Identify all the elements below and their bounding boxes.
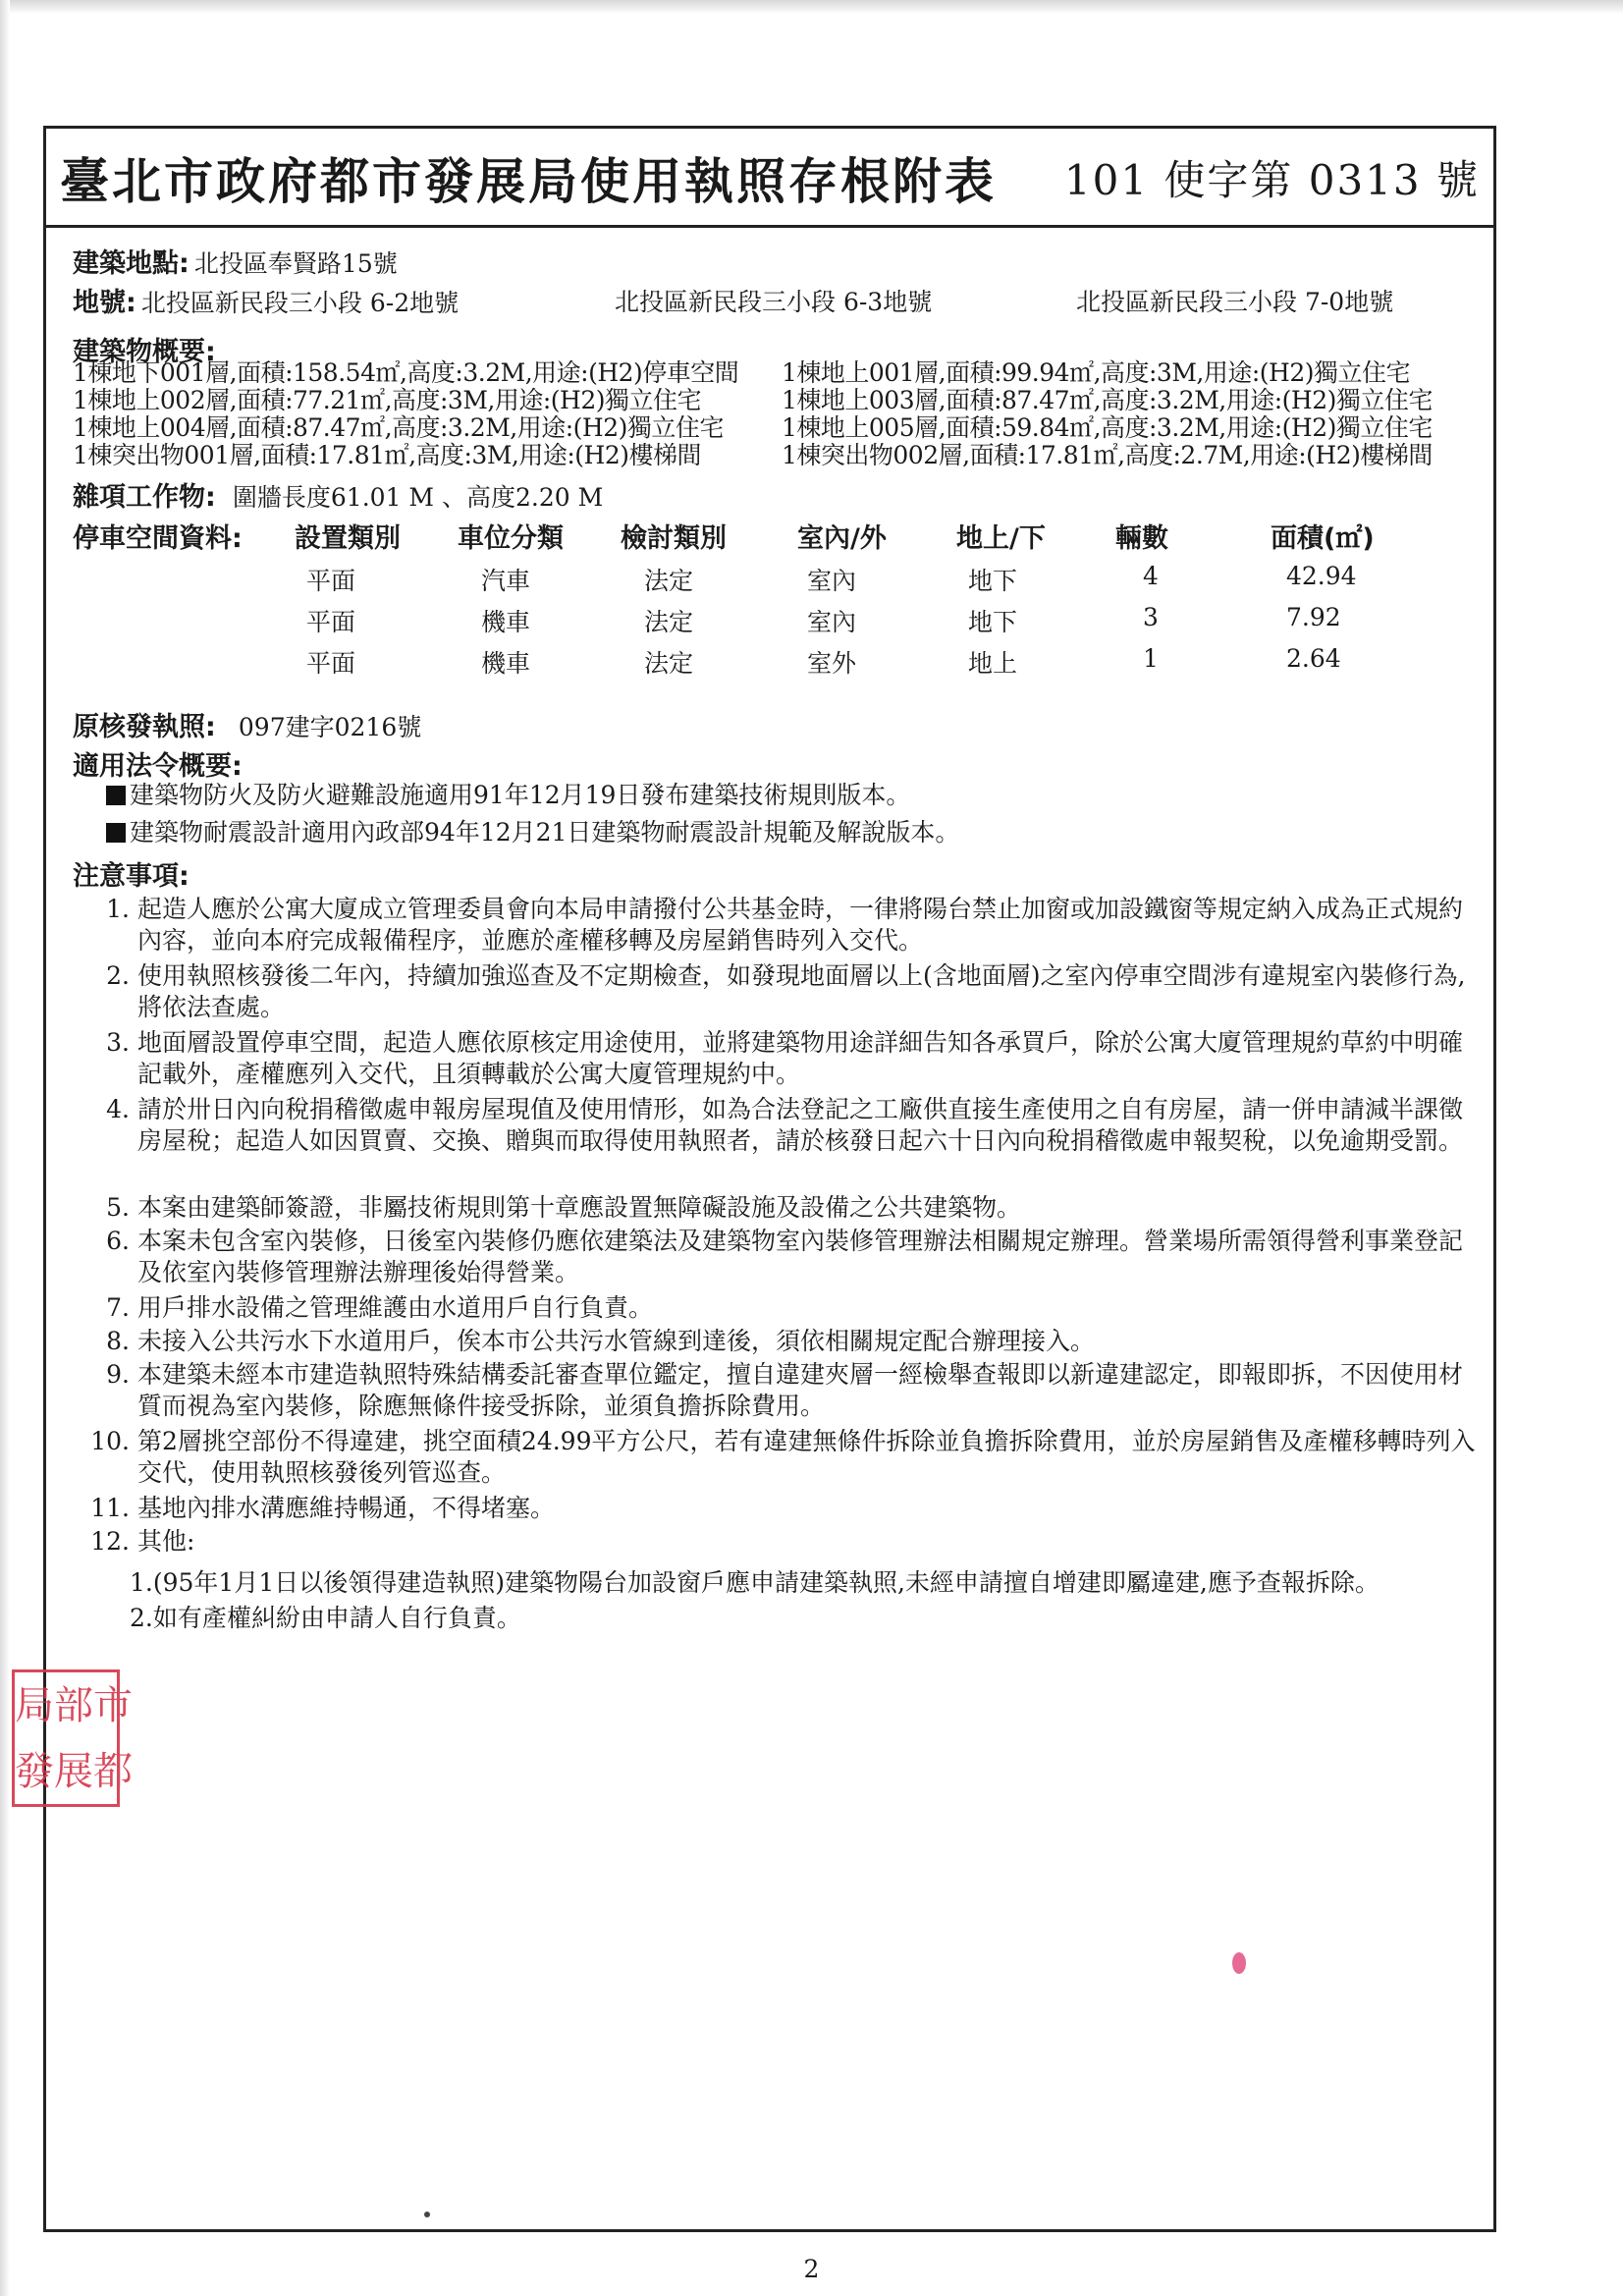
- note-number: 2.: [106, 961, 130, 990]
- title-bar: [46, 129, 1493, 228]
- lot-row: [73, 281, 459, 319]
- parking-cell: 室內: [807, 608, 857, 636]
- location-value: 北投區奉賢路15號: [193, 249, 398, 278]
- note-item: [73, 1326, 1487, 1357]
- square-bullet-icon: [106, 823, 126, 843]
- note-sub-item: 1.(95年1月1日以後領得建造執照)建築物陽台加設窗戶應申請建築執照,未經申請擅自增建即屬違建,應予查報拆除。: [130, 1568, 1380, 1597]
- note-number: 9.: [106, 1360, 130, 1389]
- scan-edge: [0, 0, 1623, 14]
- page-number: 2: [803, 2255, 820, 2283]
- note-number: 10.: [90, 1427, 130, 1455]
- lot-value-3: 北投區新民段三小段 7-0地號: [1076, 288, 1394, 316]
- note-number: 12.: [90, 1527, 130, 1556]
- parking-label: 停車空間資料:: [73, 523, 243, 554]
- note-item: [73, 1292, 1487, 1324]
- note-text: 第2層挑空部份不得違建，挑空面積24.99平方公尺，若有違建無條件拆除並負擔拆除費用，並於房屋銷售及產權移轉時列入交代，使用執照核發後列管巡查。: [137, 1427, 1476, 1487]
- original-permit-row: [73, 705, 421, 743]
- permit-number: 101 使字第 0313 號: [1063, 156, 1480, 204]
- parking-cell: 7.92: [1286, 603, 1341, 631]
- note-number: 7.: [106, 1293, 130, 1322]
- note-item: [73, 1226, 1487, 1288]
- note-item: [73, 1192, 1487, 1224]
- note-item: [73, 1426, 1487, 1489]
- original-permit-value: 097建字0216號: [238, 713, 422, 741]
- note-sub-item: 2.如有產權糾紛由申請人自行負責。: [130, 1604, 521, 1632]
- misc-value: 圍牆長度61.01 M 、高度2.20 M: [232, 483, 604, 512]
- parking-cell: 法定: [644, 567, 694, 595]
- page-title: 臺北市政府都市發展局使用執照存根附表: [60, 152, 997, 210]
- note-number: 3.: [106, 1028, 130, 1057]
- building-entry: 1棟突出物001層,面積:17.81㎡,高度:3M,用途:(H2)樓梯間: [73, 441, 702, 469]
- ink-mark: [1232, 1952, 1246, 1974]
- note-number: 5.: [106, 1193, 130, 1222]
- seal-glyph: 發: [15, 1748, 54, 1794]
- building-right-column: [782, 359, 1433, 469]
- misc-row: [73, 475, 603, 514]
- parking-cell: 法定: [644, 649, 694, 678]
- parking-cell: 法定: [644, 608, 694, 636]
- parking-cell: 室內: [807, 567, 857, 595]
- note-number: 1.: [106, 895, 130, 923]
- note-item: [73, 1493, 1487, 1524]
- parking-header: 車位分類: [458, 523, 564, 554]
- note-text: 起造人應於公寓大廈成立管理委員會向本局申請撥付公共基金時，一律將陽台禁止加窗或加設鐵窗等規定納入成為正式規約內容，並向本府完成報備程序，並應於產權移轉及房屋銷售時列入交代。: [137, 895, 1464, 955]
- building-entry: 1棟地上003層,面積:87.47㎡,高度:3.2M,用途:(H2)獨立住宅: [782, 386, 1433, 414]
- parking-cell: 2.64: [1286, 644, 1341, 673]
- parking-header: 檢討類別: [621, 523, 727, 554]
- note-item: [73, 894, 1487, 957]
- parking-header: 面積(㎡): [1271, 523, 1375, 554]
- note-number: 6.: [106, 1227, 130, 1255]
- note-text: 使用執照核發後二年內，持續加強巡查及不定期檢查，如發現地面層以上(含地面層)之室內停車空間涉有違規室內裝修行為,將依法查處。: [137, 961, 1466, 1021]
- parking-header: 設置類別: [295, 523, 401, 554]
- location-row: [73, 242, 398, 280]
- building-entry: 1棟地上004層,面積:87.47㎡,高度:3.2M,用途:(H2)獨立住宅: [73, 413, 724, 442]
- building-entry: 1棟地下001層,面積:158.54㎡,高度:3.2M,用途:(H2)停車空間: [73, 358, 739, 387]
- square-bullet-icon: [106, 786, 126, 805]
- seal-glyph: 都: [93, 1748, 133, 1794]
- parking-header: 輛數: [1115, 523, 1168, 554]
- note-text: 本案未包含室內裝修，日後室內裝修仍應依建築法及建築物室內裝修管理辦法相關規定辦理。營業場所需領得營利事業登記及依室內裝修管理辦法辦理後始得營業。: [137, 1227, 1464, 1286]
- note-text: 請於卅日內向稅捐稽徵處申報房屋現值及使用情形，如為合法登記之工廠供直接生產使用之自有房屋，請一併申請減半課徵房屋稅；起造人如因買賣、交換、贈與而取得使用執照者，請於核發日起六十日內向稅捐稽徵處申報契稅，以免逾期受罰。: [137, 1095, 1464, 1155]
- parking-cell: 平面: [306, 567, 356, 595]
- note-item: [73, 1094, 1487, 1188]
- seal-glyph: 局: [15, 1682, 54, 1728]
- scan-edge-left: [0, 0, 10, 2296]
- parking-cell: 4: [1143, 562, 1159, 590]
- seal-glyph: 展: [54, 1748, 93, 1794]
- parking-cell: 平面: [306, 608, 356, 636]
- building-left-column: [73, 359, 738, 469]
- laws-label: 適用法令概要:: [73, 751, 243, 782]
- building-label: 建築物概要:: [73, 337, 216, 367]
- parking-cell: 室外: [807, 649, 857, 678]
- parking-cell: 42.94: [1286, 562, 1357, 590]
- parking-cell: 地下: [968, 567, 1018, 595]
- misc-label: 雜項工作物:: [73, 482, 216, 513]
- note-text: 基地內排水溝應維持暢通，不得堵塞。: [137, 1494, 556, 1522]
- parking-header: 地上/下: [956, 523, 1046, 554]
- note-text: 其他:: [137, 1527, 195, 1556]
- law-text: 建築物防火及防火避難設施適用91年12月19日發布建築技術規則版本。: [130, 781, 911, 809]
- note-text: 未接入公共污水下水道用戶，俟本市公共污水管線到達後，須依相關規定配合辦理接入。: [137, 1327, 1096, 1355]
- note-item: [73, 960, 1487, 1023]
- building-entry: 1棟地上001層,面積:99.94㎡,高度:3M,用途:(H2)獨立住宅: [782, 358, 1411, 387]
- lot-value-2: 北投區新民段三小段 6-3地號: [615, 288, 933, 316]
- location-label: 建築地點:: [73, 248, 189, 279]
- scan-speck: [424, 2212, 430, 2217]
- note-item: [73, 1526, 1487, 1558]
- official-seal: [12, 1669, 133, 1807]
- seal-glyph: 部: [54, 1682, 93, 1728]
- law-item: [106, 813, 959, 848]
- note-number: 8.: [106, 1327, 130, 1355]
- parking-cell: 地下: [968, 608, 1018, 636]
- parking-cell: 1: [1143, 644, 1159, 673]
- note-item: [73, 1027, 1487, 1090]
- parking-cell: 平面: [306, 649, 356, 678]
- building-entry: 1棟突出物002層,面積:17.81㎡,高度:2.7M,用途:(H2)樓梯間: [782, 441, 1433, 469]
- note-text: 用戶排水設備之管理維護由水道用戶自行負責。: [137, 1293, 654, 1322]
- building-entry: 1棟地上002層,面積:77.21㎡,高度:3M,用途:(H2)獨立住宅: [73, 386, 702, 414]
- law-text: 建築物耐震設計適用內政部94年12月21日建築物耐震設計規範及解說版本。: [130, 818, 960, 847]
- parking-cell: 汽車: [481, 567, 531, 595]
- lot-value-1: 北投區新民段三小段 6-2地號: [140, 289, 460, 317]
- note-text: 本案由建築師簽證，非屬技術規則第十章應設置無障礙設施及設備之公共建築物。: [137, 1193, 1022, 1222]
- notes-label-row: [73, 854, 189, 893]
- note-text: 地面層設置停車空間，起造人應依原核定用途使用，並將建築物用途詳細告知各承買戶，除於公寓大廈管理規約草約中明確記載外，產權應列入交代，且須轉載於公寓大廈管理規約中。: [137, 1028, 1464, 1088]
- parking-header: 室內/外: [797, 523, 887, 554]
- parking-cell: 地上: [968, 649, 1018, 678]
- seal-glyph: 市: [93, 1682, 133, 1728]
- original-permit-label: 原核發執照:: [73, 712, 216, 742]
- building-entry: 1棟地上005層,面積:59.84㎡,高度:3.2M,用途:(H2)獨立住宅: [782, 413, 1433, 442]
- lot-label: 地號:: [73, 288, 136, 318]
- parking-cell: 機車: [481, 608, 531, 636]
- notes-label: 注意事項:: [73, 861, 189, 892]
- parking-cell: 3: [1143, 603, 1159, 631]
- note-number: 4.: [106, 1095, 130, 1123]
- note-number: 11.: [90, 1494, 130, 1522]
- law-item: [106, 776, 910, 811]
- note-item: [73, 1359, 1487, 1422]
- note-text: 本建築未經本市建造執照特殊結構委託審查單位鑑定，擅自違建夾層一經檢舉查報即以新違建認定，即報即拆，不因使用材質而視為室內裝修，除應無條件接受拆除，並須負擔拆除費用。: [137, 1360, 1464, 1420]
- parking-cell: 機車: [481, 649, 531, 678]
